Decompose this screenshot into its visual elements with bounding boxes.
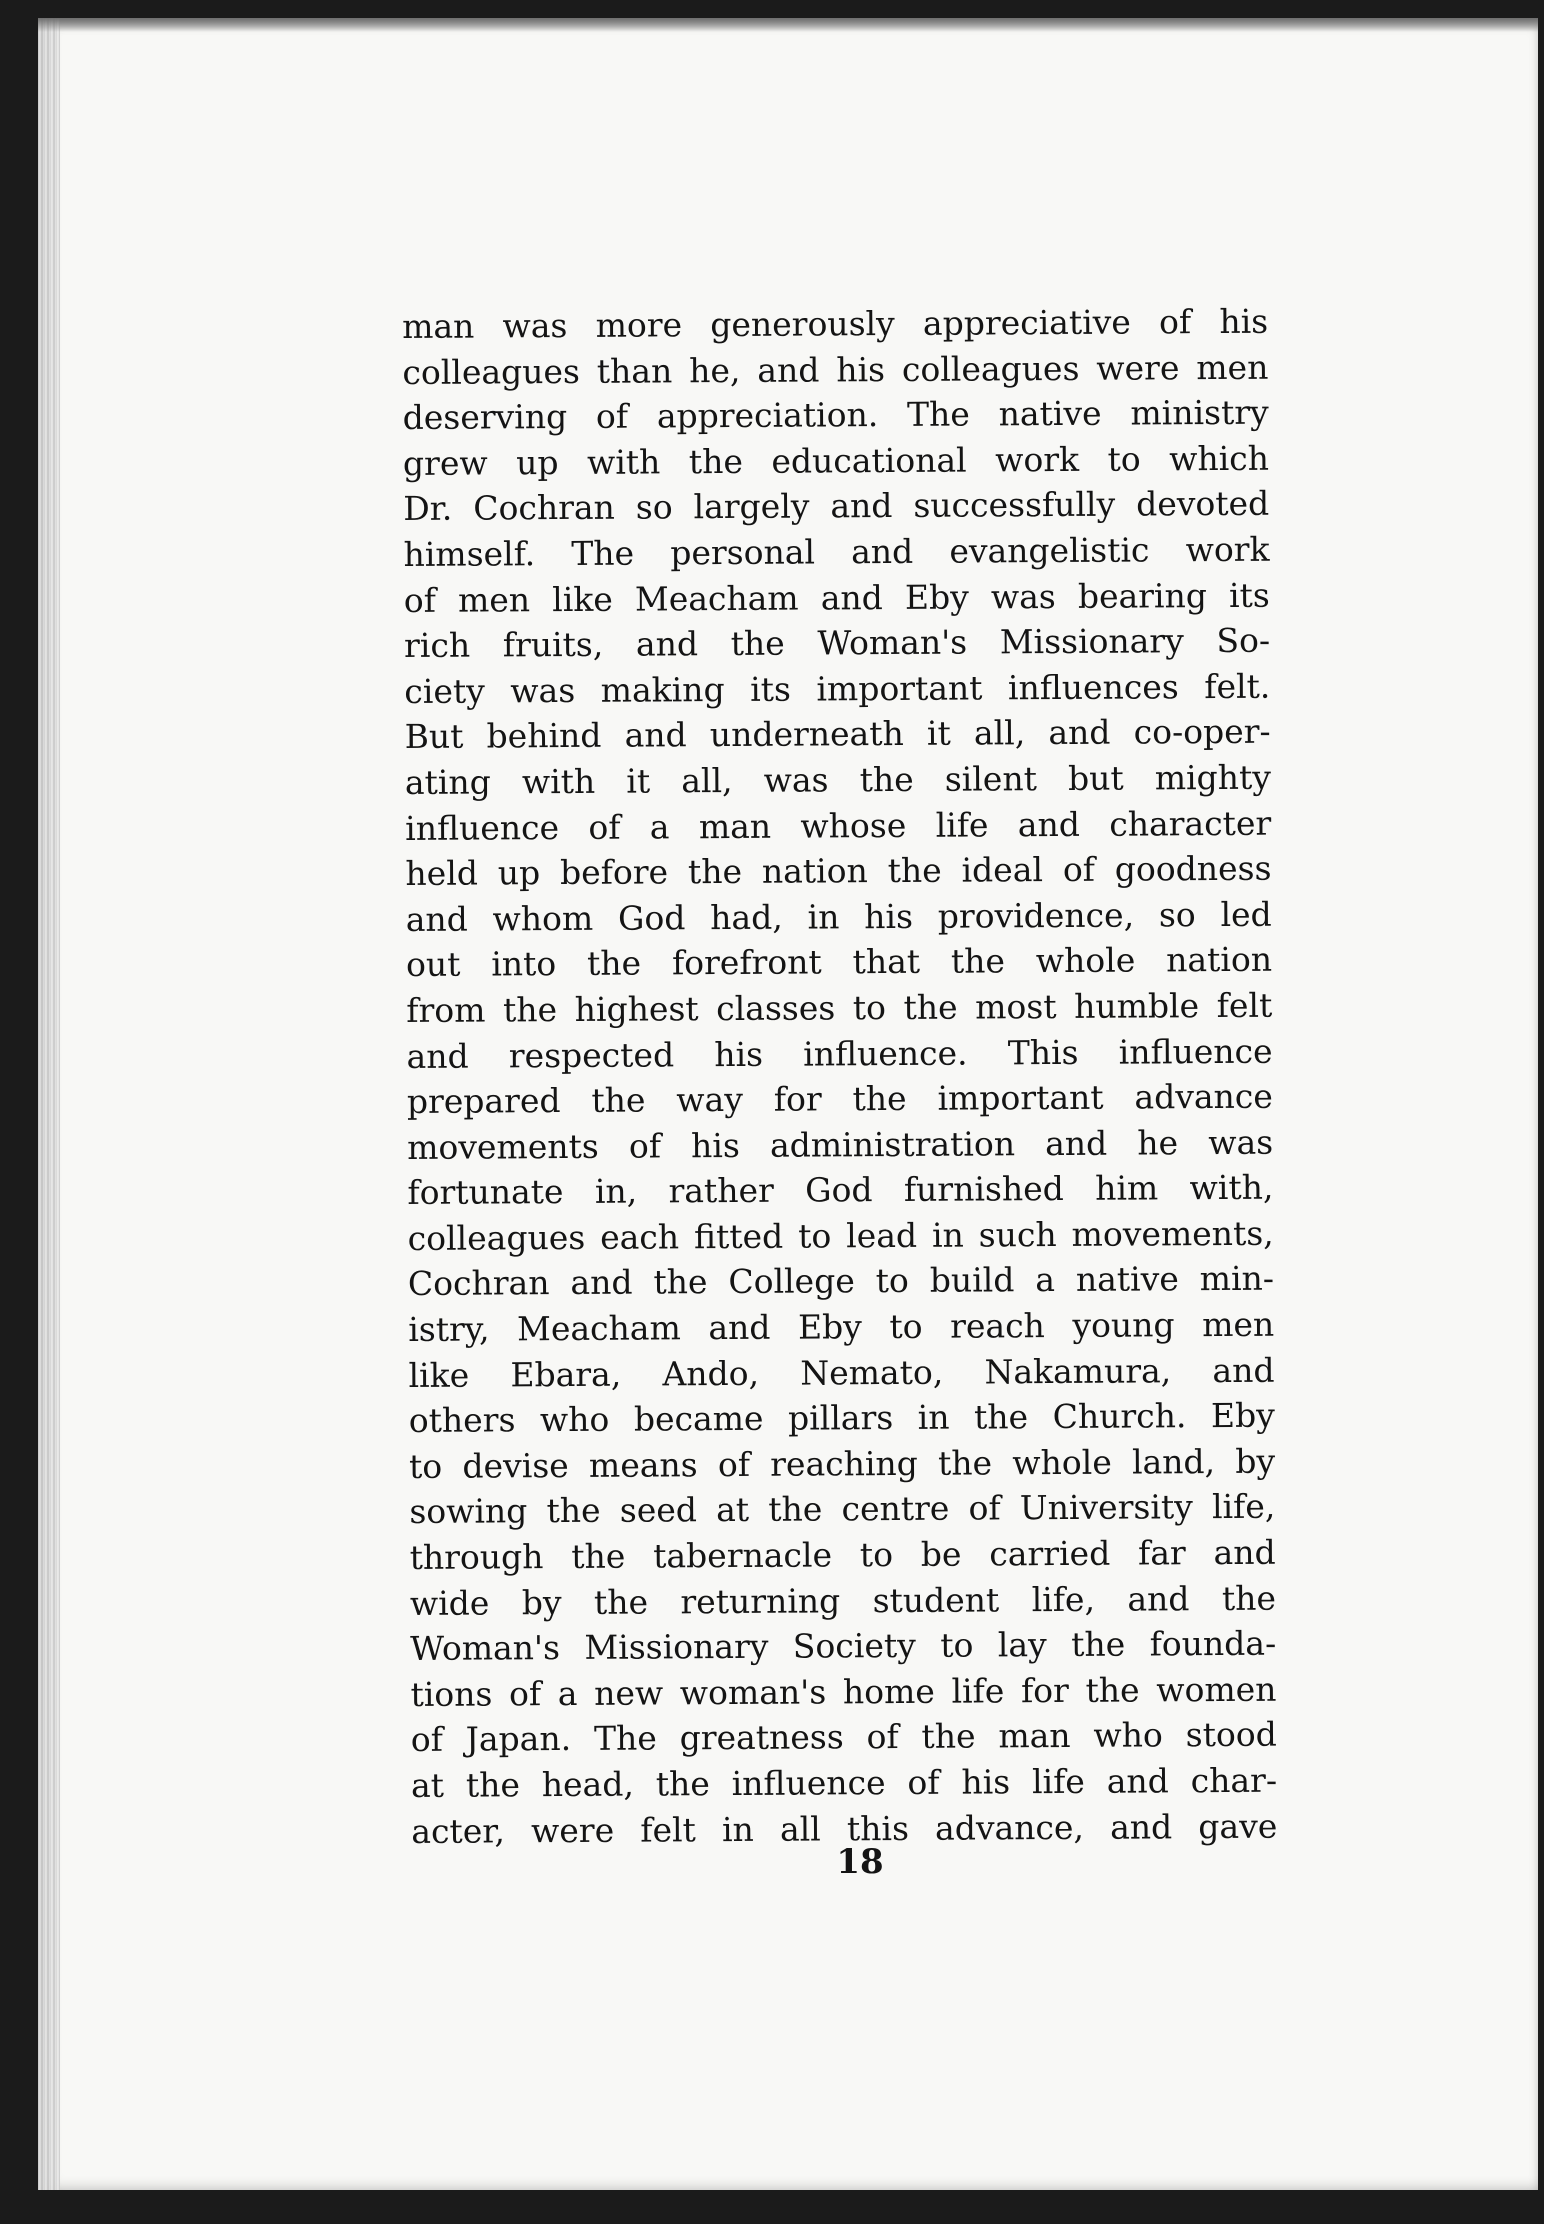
text-line: ating with it all, was the silent but mighty — [404, 757, 1272, 802]
text-line: sowing the seed at the centre of University life, — [409, 1487, 1276, 1532]
page-number: 18 — [836, 1842, 884, 1882]
text-line: ciety was making its important influences felt. — [404, 666, 1271, 711]
text-line: rich fruits, and the Woman's Missionary So- — [403, 620, 1271, 666]
text-line: and respected his influence. This influence — [406, 1031, 1273, 1076]
body-text — [402, 299, 1277, 1854]
text-line: Dr. Cochran so largely and successfully devoted — [403, 484, 1270, 529]
text-line: Woman's Missionary Society to lay the founda- — [410, 1623, 1277, 1669]
text-line: movements of his administration and he was — [407, 1122, 1274, 1167]
text-line: through the tabernacle to be carried far and — [409, 1532, 1276, 1578]
text-line: deserving of appreciation. The native ministry — [402, 392, 1269, 438]
page-stack-edge — [38, 18, 60, 2190]
text-line: fortunate in, rather God furnished him with, — [407, 1167, 1274, 1213]
text-line: and whom God had, in his providence, so led — [405, 894, 1272, 939]
text-line: others who became pillars in the Church. Eby — [408, 1395, 1275, 1441]
text-line: of Japan. The greatness of the man who stood — [410, 1715, 1277, 1760]
text-line: of men like Meacham and Eby was bearing its — [403, 575, 1270, 620]
text-line: colleagues than he, and his colleagues were men — [402, 347, 1269, 392]
text-line: colleagues each fitted to lead in such movements, — [407, 1213, 1274, 1258]
text-line: held up before the nation the ideal of goodness — [405, 848, 1272, 894]
text-line: But behind and underneath it all, and co-oper- — [404, 712, 1271, 757]
text-line: istry, Meacham and Eby to reach young men — [408, 1304, 1275, 1350]
text-line: influence of a man whose life and character — [405, 803, 1272, 848]
text-line: man was more generously appreciative of his — [402, 301, 1269, 346]
text-line: wide by the returning student life, and the — [409, 1578, 1277, 1623]
text-line: himself. The personal and evangelistic work — [403, 529, 1270, 574]
text-line: tions of a new woman's home life for the women — [410, 1669, 1277, 1714]
text-line: like Ebara, Ando, Nemato, Nakamura, and — [408, 1350, 1275, 1395]
top-edge-shadow — [38, 18, 1538, 32]
text-line: grew up with the educational work to which — [402, 438, 1270, 483]
text-line: from the highest classes to the most humble felt — [406, 985, 1273, 1030]
text-line: Cochran and the College to build a native min- — [407, 1259, 1275, 1304]
text-line: prepared the way for the important advance — [406, 1076, 1273, 1122]
text-line: acter, were felt in all this advance, and gave — [411, 1806, 1278, 1851]
text-line: out into the forefront that the whole nation — [405, 940, 1273, 985]
text-line: at the head, the influence of his life and char- — [410, 1760, 1278, 1805]
text-line: to devise means of reaching the whole land, by — [408, 1441, 1276, 1486]
